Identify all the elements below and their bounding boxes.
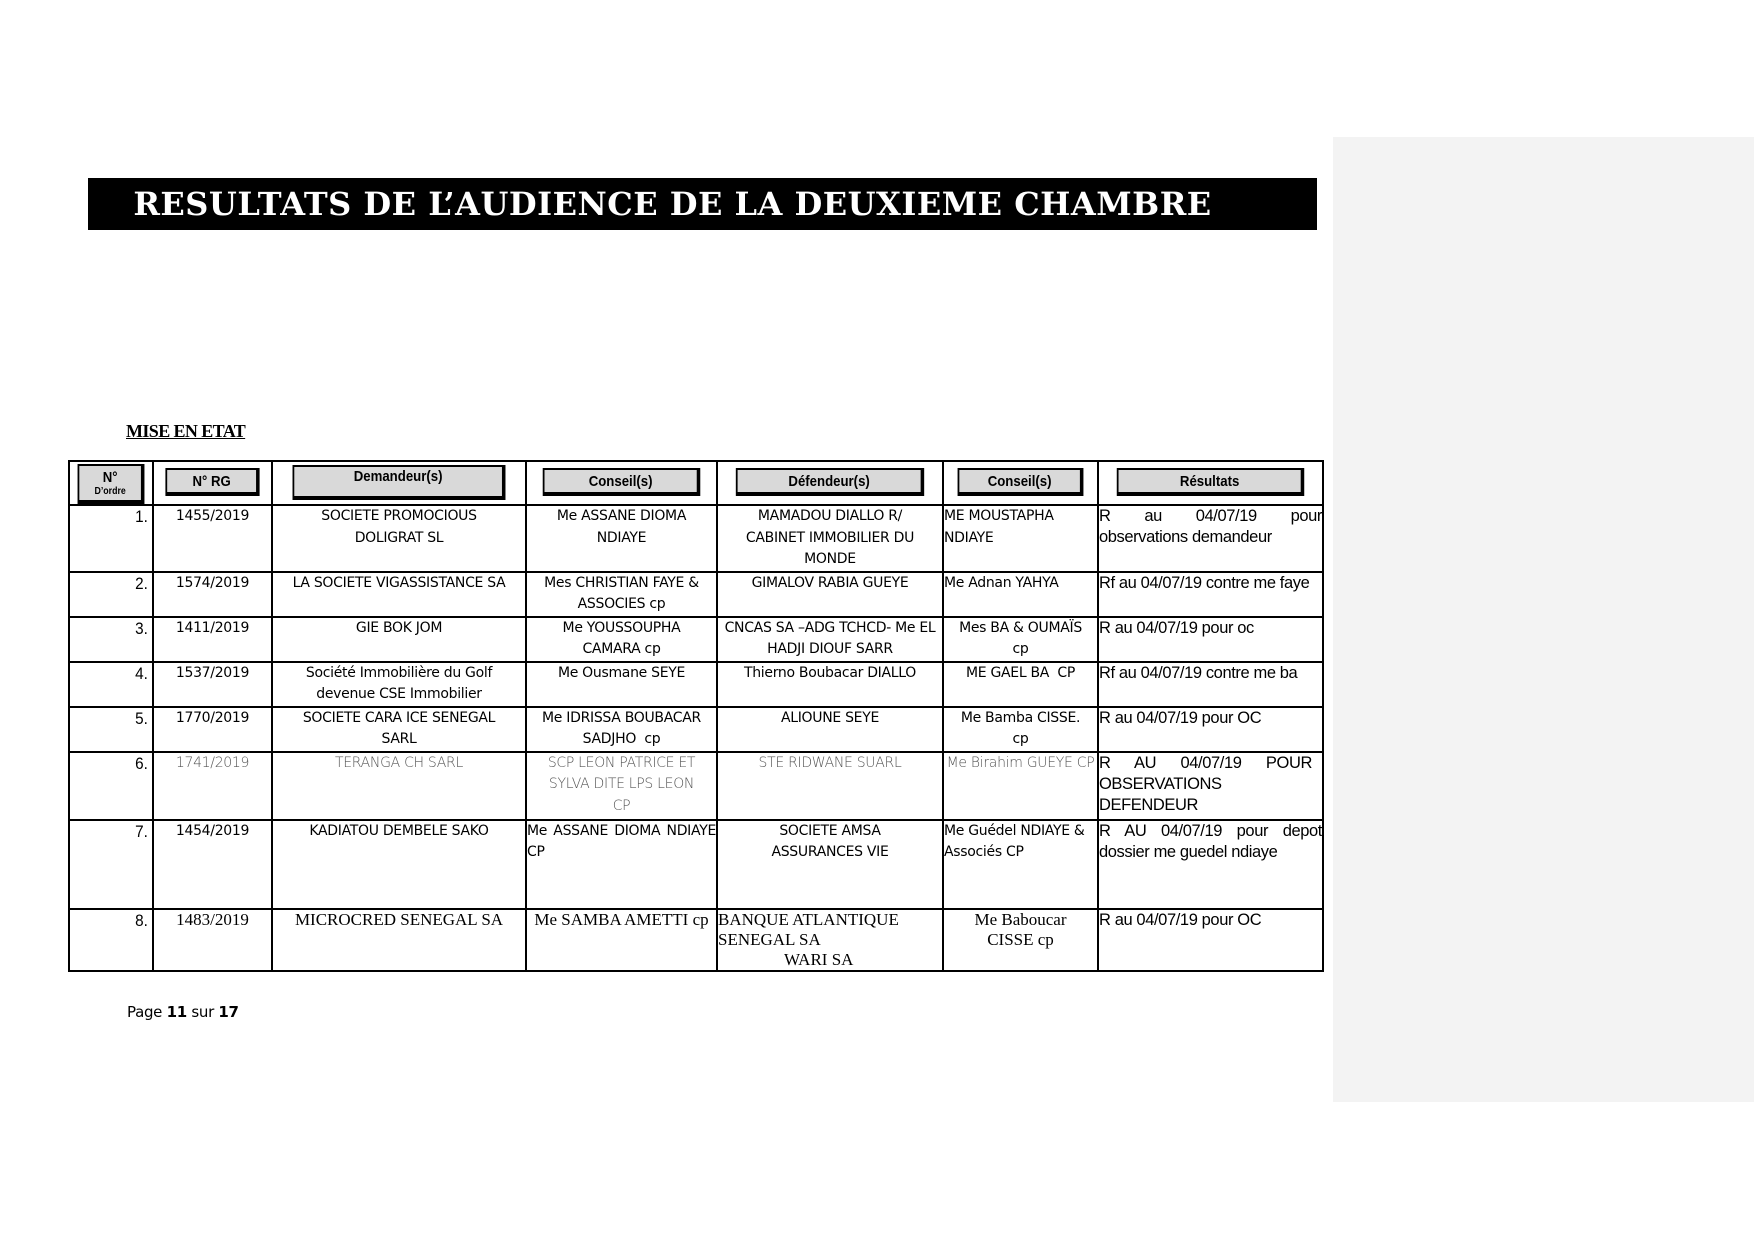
table-header-row	[69, 461, 1323, 505]
cell-conseil-demandeur: Me YOUSSOUPHA CAMARA cp	[526, 617, 717, 662]
cell-demandeur: TERANGA CH SARL	[272, 752, 526, 820]
table-row	[69, 752, 1323, 820]
cell-resultat: R au 04/07/19 pour observations demandeur	[1098, 505, 1323, 572]
cell-defendeur: ALIOUNE SEYE	[717, 707, 943, 752]
header-conseil-defendeur	[943, 461, 1098, 505]
document-title-banner	[88, 178, 1317, 230]
header-rg	[153, 461, 272, 505]
cell-no: 1.	[73, 505, 149, 572]
cell-rg: 1454/2019	[153, 820, 272, 909]
cell-defendeur: GIMALOV RABIA GUEYE	[717, 572, 943, 617]
header-demandeur	[272, 461, 526, 505]
table-row	[69, 707, 1323, 752]
cell-rg: 1455/2019	[153, 505, 272, 572]
cell-demandeur: SOCIETE CARA ICE SENEGAL SARL	[272, 707, 526, 752]
side-margin-panel	[1333, 137, 1754, 1102]
cell-no: 4.	[73, 662, 149, 707]
cell-conseil-demandeur: Mes CHRISTIAN FAYE & ASSOCIES cp	[526, 572, 717, 617]
cell-conseil-defendeur: Me Adnan YAHYA	[943, 572, 1098, 617]
cell-conseil-defendeur: Me Bamba CISSE. cp	[943, 707, 1098, 752]
cell-defendeur: STE RIDWANE SUARL	[717, 752, 943, 820]
cell-resultat: Rf au 04/07/19 contre me faye	[1098, 572, 1323, 617]
cell-no: 3.	[73, 617, 149, 662]
cell-defendeur: SOCIETE AMSA ASSURANCES VIE	[717, 820, 943, 909]
header-demandeur-label: Demandeur(s)	[293, 465, 506, 500]
results-table	[68, 460, 1324, 972]
defendeur-line-2: WARI SA	[784, 949, 854, 969]
cell-demandeur: GIE BOK JOM	[272, 617, 526, 662]
table-row	[69, 617, 1323, 662]
header-resultats	[1098, 461, 1323, 505]
cell-resultat: R au 04/07/19 pour oc	[1098, 617, 1323, 662]
cell-rg: 1770/2019	[153, 707, 272, 752]
cell-resultat: R AU 04/07/19 pour depot dossier me guedel ndiaye	[1098, 820, 1323, 909]
table-row	[69, 820, 1323, 909]
cell-defendeur: MAMADOU DIALLO R/ CABINET IMMOBILIER DU MONDE	[717, 505, 943, 572]
cell-demandeur: KADIATOU DEMBELE SAKO	[272, 820, 526, 909]
table-row	[69, 662, 1323, 707]
cell-conseil-defendeur: Mes BA & OUMAÏS cp	[943, 617, 1098, 662]
cell-no: 6.	[73, 752, 149, 820]
cell-resultat: Rf au 04/07/19 contre me ba	[1098, 662, 1323, 707]
footer-separator: sur	[191, 1003, 214, 1021]
header-conseil-defendeur-label: Conseil(s)	[958, 468, 1084, 496]
footer-current-page: 11	[166, 1003, 187, 1021]
defendeur-line-1: BANQUE ATLANTIQUE SENEGAL SA	[718, 909, 899, 949]
cell-conseil-demandeur: SCP LEON PATRICE ET SYLVA DITE LPS LEON CP	[526, 752, 717, 820]
cell-demandeur: MICROCRED SENEGAL SA	[272, 909, 526, 971]
cell-no: 2.	[73, 572, 149, 617]
cell-rg: 1574/2019	[153, 572, 272, 617]
cell-demandeur: SOCIETE PROMOCIOUS DOLIGRAT SL	[272, 505, 526, 572]
cell-defendeur: Thierno Boubacar DIALLO	[717, 662, 943, 707]
footer-prefix: Page	[127, 1003, 163, 1021]
header-defendeur-label: Défendeur(s)	[736, 468, 924, 496]
cell-resultat: R au 04/07/19 pour OC	[1098, 909, 1323, 971]
cell-no: 5.	[73, 707, 149, 752]
cell-demandeur: LA SOCIETE VIGASSISTANCE SA	[272, 572, 526, 617]
table-row	[69, 909, 1323, 971]
header-defendeur	[717, 461, 943, 505]
cell-conseil-demandeur: Me Ousmane SEYE	[526, 662, 717, 707]
page-footer	[127, 1003, 239, 1021]
cell-conseil-demandeur: Me SAMBA AMETTI cp	[526, 909, 717, 971]
cell-conseil-defendeur: ME MOUSTAPHA NDIAYE	[943, 505, 1098, 572]
cell-rg: 1411/2019	[153, 617, 272, 662]
table-row	[69, 572, 1323, 617]
cell-conseil-demandeur: Me ASSANE DIOMA NDIAYE	[526, 505, 717, 572]
header-no-sub-label: D’ordre	[94, 485, 126, 497]
header-conseil-demandeur	[526, 461, 717, 505]
header-no-label: N°	[102, 468, 118, 486]
header-rg-label: N° RG	[165, 468, 259, 496]
cell-rg: 1537/2019	[153, 662, 272, 707]
cell-conseil-defendeur: Me Birahim GUEYE CP	[943, 752, 1098, 820]
cell-defendeur: CNCAS SA –ADG TCHCD- Me EL HADJI DIOUF SARR	[717, 617, 943, 662]
cell-resultat: R au 04/07/19 pour OC	[1098, 707, 1323, 752]
footer-total-pages: 17	[218, 1003, 239, 1021]
section-title: MISE EN ETAT	[126, 421, 246, 441]
cell-rg: 1741/2019	[153, 752, 272, 820]
document-title: RESULTATS DE L’AUDIENCE DE LA DEUXIEME CHAMBRE	[133, 185, 1212, 223]
cell-conseil-defendeur: ME GAEL BA CP	[943, 662, 1098, 707]
header-no-ordre	[69, 461, 153, 505]
cell-conseil-demandeur: Me ASSANE DIOMA NDIAYE CP	[526, 820, 717, 909]
header-resultats-label: Résultats	[1117, 468, 1304, 496]
cell-no: 7.	[73, 820, 149, 909]
header-conseil-demandeur-label: Conseil(s)	[543, 468, 701, 496]
cell-resultat: R AU 04/07/19 POUR OBSERVATIONS DEFENDEUR	[1098, 752, 1323, 820]
cell-no: 8.	[73, 909, 149, 971]
table-row	[69, 505, 1323, 572]
cell-conseil-defendeur: Me Guédel NDIAYE & Associés CP	[943, 820, 1098, 909]
cell-demandeur: Société Immobilière du Golf devenue CSE Immobilier	[272, 662, 526, 707]
cell-defendeur	[717, 909, 943, 971]
cell-rg: 1483/2019	[153, 909, 272, 971]
cell-conseil-demandeur: Me IDRISSA BOUBACAR SADJHO cp	[526, 707, 717, 752]
cell-conseil-defendeur: Me Baboucar CISSE cp	[943, 909, 1098, 971]
